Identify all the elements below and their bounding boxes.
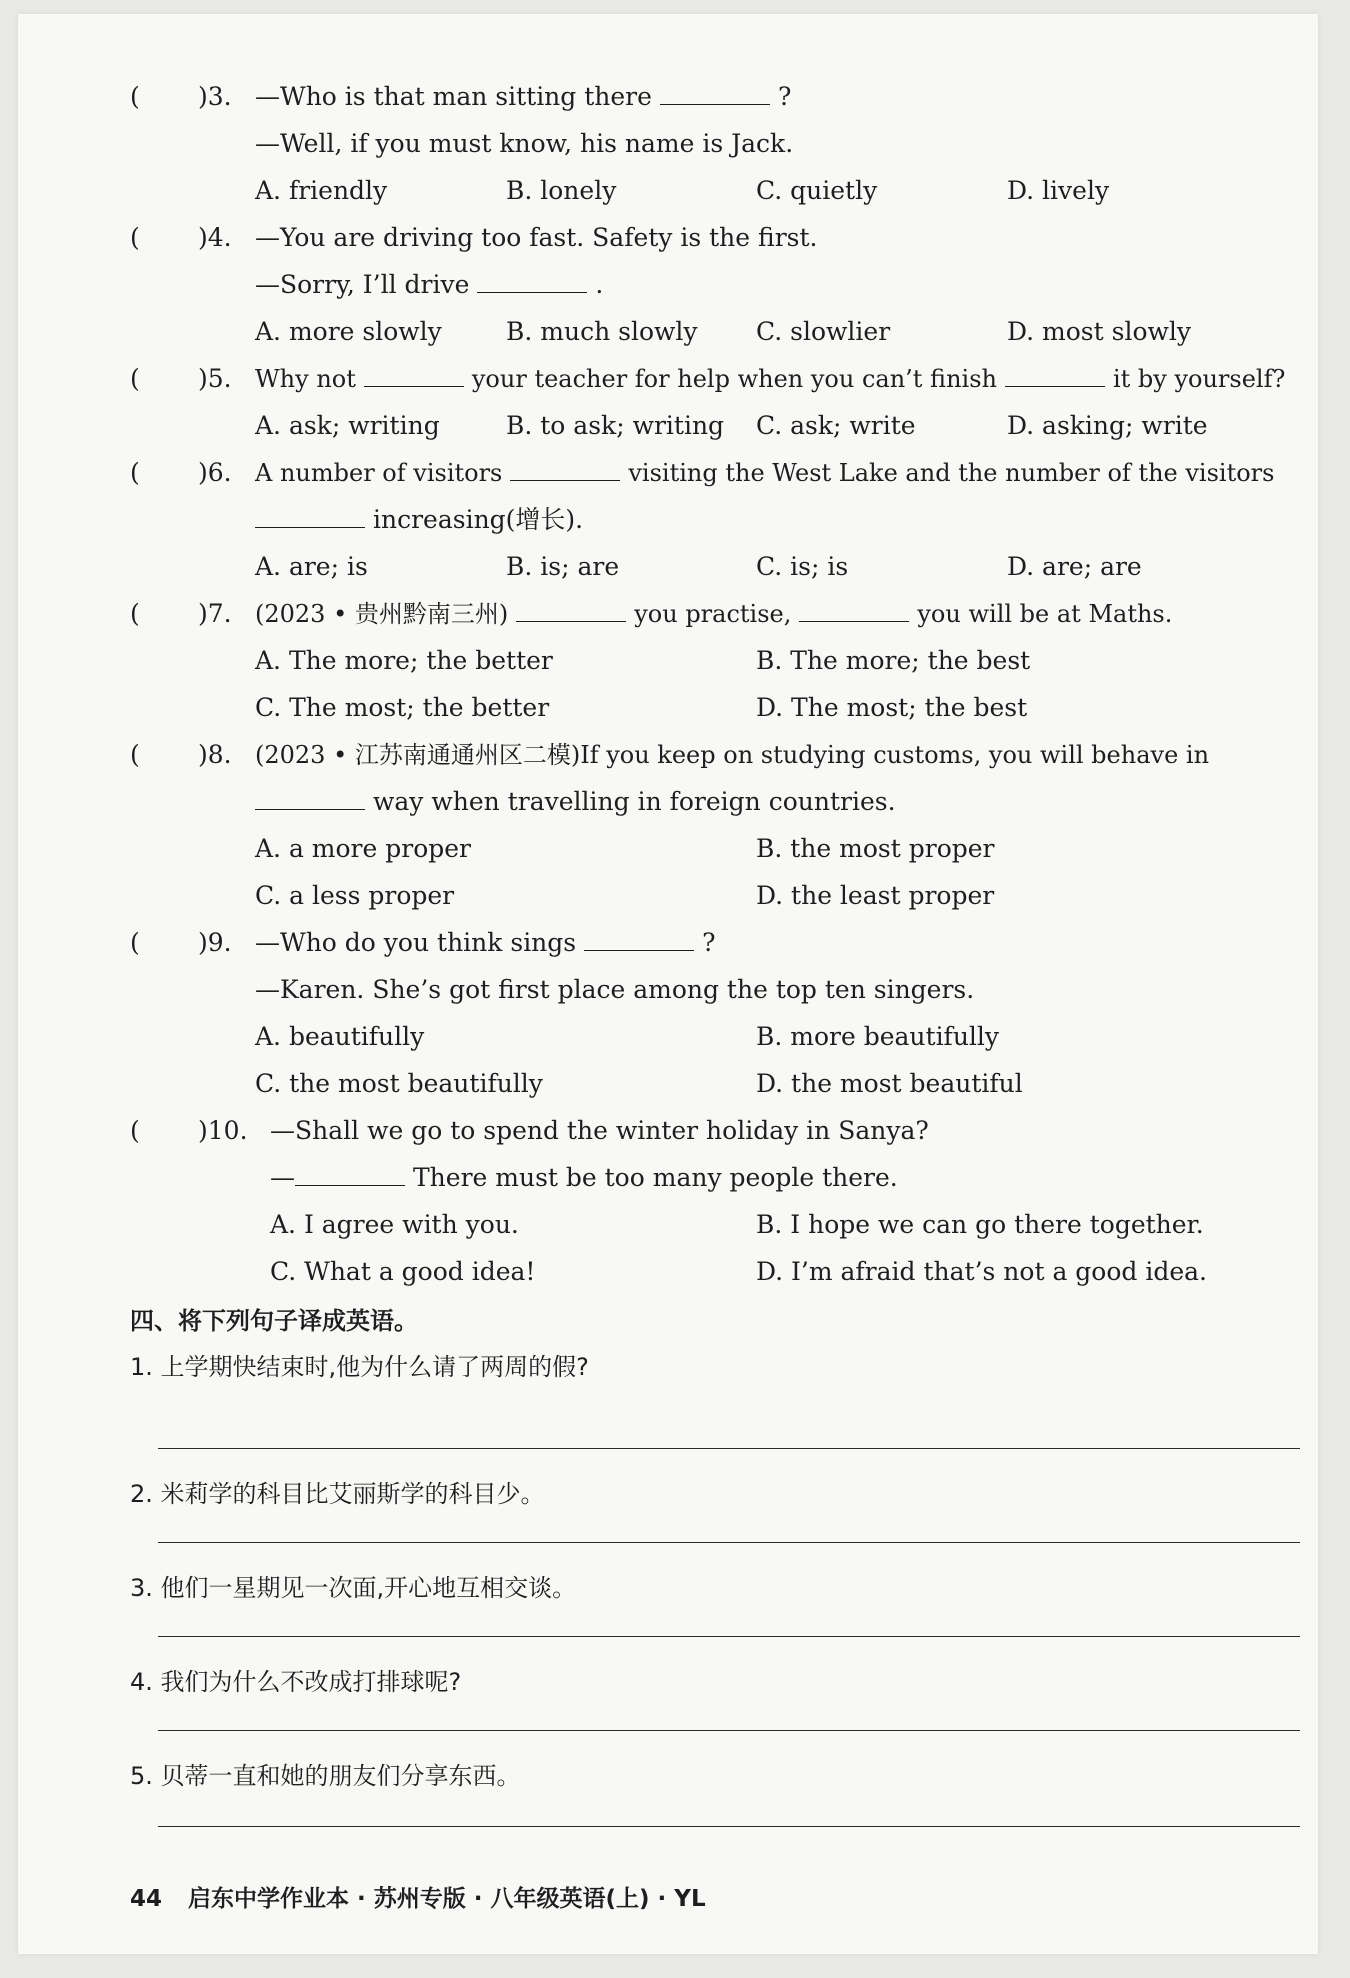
translation-item-3: 3. 他们一星期见一次面,开心地互相交谈。 — [130, 1574, 577, 1602]
option-d: D. most slowly — [1007, 317, 1192, 346]
answer-blank — [516, 599, 626, 622]
q3-stem-end: ? — [777, 82, 792, 111]
option-b: B. lonely — [506, 176, 617, 205]
q6-stem-2: increasing(增长). — [373, 505, 584, 534]
option-d: D. the most beautiful — [756, 1069, 1023, 1098]
page-footer — [130, 1880, 706, 1913]
answer-line[interactable] — [158, 1826, 1300, 1827]
answer-blank — [295, 1163, 405, 1186]
option-d: D. asking; write — [1007, 411, 1208, 440]
q4-stem: —Sorry, I’ll drive — [255, 270, 470, 299]
answer-paren: ( — [130, 223, 140, 252]
option-b: B. The more; the best — [756, 646, 1031, 675]
option-c: C. is; is — [756, 552, 849, 581]
translation-item-1: 1. 上学期快结束时,他为什么请了两周的假? — [130, 1353, 589, 1381]
q4-stem-end: . — [595, 270, 604, 299]
q7-line1 — [255, 597, 1172, 631]
option-a: A. a more proper — [255, 834, 472, 863]
answer-paren: ( — [130, 740, 140, 769]
option-c: C. What a good idea! — [270, 1257, 536, 1286]
answer-paren: ( — [130, 1116, 140, 1145]
answer-blank — [364, 364, 464, 387]
book-title: 启东中学作业本 · 苏州专版 · 八年级英语(上) · YL — [188, 1886, 706, 1912]
answer-line[interactable] — [158, 1448, 1300, 1449]
q10-stem-end: There must be too many people there. — [413, 1163, 898, 1192]
answer-blank — [1005, 364, 1105, 387]
option-d: D. are; are — [1007, 552, 1142, 581]
q9-line2: —Karen. She’s got first place among the top ten singers. — [255, 975, 975, 1004]
page-number: 44 — [130, 1886, 163, 1912]
option-c: C. ask; write — [756, 411, 916, 440]
question-number: )7. — [198, 599, 232, 628]
answer-line[interactable] — [158, 1542, 1300, 1543]
question-number: )9. — [198, 928, 232, 957]
option-b: B. more beautifully — [756, 1022, 1000, 1051]
q3-stem: —Who is that man sitting there — [255, 82, 652, 111]
q10-dash: — — [270, 1163, 295, 1192]
q8-line2 — [255, 785, 896, 819]
q7-source: (2023 • 贵州黔南三州) — [255, 600, 509, 628]
answer-blank — [660, 82, 770, 105]
q6-stem: A number of visitors — [255, 459, 503, 487]
option-d: D. The most; the best — [756, 693, 1028, 722]
question-number: )5. — [198, 364, 232, 393]
option-b: B. I hope we can go there together. — [756, 1210, 1204, 1239]
translation-item-2: 2. 米莉学的科目比艾丽斯学的科目少。 — [130, 1480, 545, 1508]
answer-blank — [255, 505, 365, 528]
question-number: )3. — [198, 82, 232, 111]
option-c: C. slowlier — [756, 317, 891, 346]
answer-paren: ( — [130, 82, 140, 111]
answer-paren: ( — [130, 458, 140, 487]
option-d: D. I’m afraid that’s not a good idea. — [756, 1257, 1208, 1286]
q3-line1 — [255, 80, 791, 114]
q6-line2 — [255, 503, 583, 537]
option-a: A. I agree with you. — [270, 1210, 519, 1239]
translation-item-5: 5. 贝蒂一直和她的朋友们分享东西。 — [130, 1762, 521, 1790]
answer-blank — [510, 458, 620, 481]
answer-paren: ( — [130, 928, 140, 957]
q3-line2: —Well, if you must know, his name is Jack. — [255, 129, 794, 158]
q5-stem-mid: your teacher for help when you can’t finish — [471, 365, 997, 393]
option-a: A. more slowly — [255, 317, 442, 346]
q10-line2 — [270, 1161, 898, 1195]
option-a: A. are; is — [255, 552, 368, 581]
answer-line[interactable] — [158, 1636, 1300, 1637]
option-d: D. lively — [1007, 176, 1110, 205]
q9-stem: —Who do you think sings — [255, 928, 577, 957]
question-number: )4. — [198, 223, 232, 252]
translation-item-4: 4. 我们为什么不改成打排球呢? — [130, 1668, 462, 1696]
option-a: A. ask; writing — [255, 411, 440, 440]
option-a: A. friendly — [255, 176, 388, 205]
answer-blank — [799, 599, 909, 622]
q4-line1: —You are driving too fast. Safety is the first. — [255, 223, 818, 252]
option-c: C. a less proper — [255, 881, 455, 910]
q5-stem-end: it by yourself? — [1112, 365, 1286, 393]
question-number: )6. — [198, 458, 232, 487]
q7-stem-end: you will be at Maths. — [917, 600, 1173, 628]
option-b: B. to ask; writing — [506, 411, 725, 440]
option-d: D. the least proper — [756, 881, 995, 910]
option-b: B. much slowly — [506, 317, 698, 346]
option-c: C. The most; the better — [255, 693, 550, 722]
answer-blank — [477, 270, 587, 293]
question-number: )10. — [198, 1116, 248, 1145]
q4-line2 — [255, 268, 603, 302]
option-c: C. the most beautifully — [255, 1069, 543, 1098]
option-a: A. beautifully — [255, 1022, 425, 1051]
option-b: B. the most proper — [756, 834, 995, 863]
answer-line[interactable] — [158, 1730, 1300, 1731]
question-number: )8. — [198, 740, 232, 769]
q5-stem: Why not — [255, 365, 356, 393]
section-title: 四、将下列句子译成英语。 — [130, 1307, 418, 1335]
answer-blank — [255, 787, 365, 810]
q8-line1: (2023 • 江苏南通通州区二模)If you keep on studying customs, you will behave in — [255, 741, 1210, 769]
answer-paren: ( — [130, 599, 140, 628]
option-b: B. is; are — [506, 552, 620, 581]
q9-line1 — [255, 926, 716, 960]
answer-blank — [584, 928, 694, 951]
q7-stem-mid: you practise, — [634, 600, 792, 628]
q6-stem-end: visiting the West Lake and the number of the visitors — [628, 459, 1275, 487]
q6-line1 — [255, 456, 1274, 490]
q9-stem-end: ? — [702, 928, 716, 957]
option-a: A. The more; the better — [255, 646, 553, 675]
q5-line1 — [255, 362, 1285, 396]
q8-stem-2: way when travelling in foreign countries. — [373, 787, 896, 816]
q10-line1: —Shall we go to spend the winter holiday in Sanya? — [270, 1116, 929, 1145]
worksheet-page — [18, 14, 1318, 1954]
option-c: C. quietly — [756, 176, 878, 205]
answer-paren: ( — [130, 364, 140, 393]
